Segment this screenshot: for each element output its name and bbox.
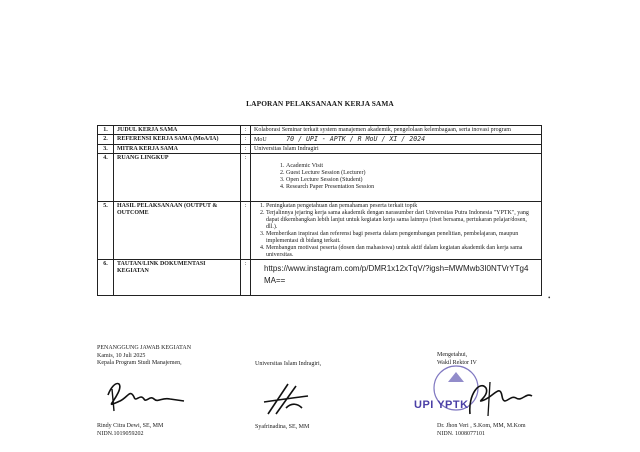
middle-name: Syafrinadina, SE, MM	[255, 424, 310, 430]
row-value: Kolaborasi Seminar terkait system manajemen akademik, pengelolaan kelembagaan, serta inovasi program	[251, 126, 542, 135]
table-row	[98, 135, 542, 145]
row-value: Universitas Islam Indragiri	[251, 145, 542, 154]
row-value	[251, 135, 542, 145]
list-item: 1. Peningkatan pengetahuan dan pemahaman peserta terkait topik	[266, 203, 538, 210]
row-colon: :	[241, 260, 251, 296]
table-row	[98, 154, 542, 202]
reference-prefix: MoU	[254, 136, 267, 143]
table-row	[98, 145, 542, 154]
row-label: MITRA KERJA SAMA	[114, 145, 241, 154]
table-row	[98, 202, 542, 260]
scope-list	[274, 163, 538, 191]
left-name: Rindy Citra Dewi, SE, MM	[97, 423, 164, 429]
row-colon: :	[241, 145, 251, 154]
left-signature	[100, 375, 190, 415]
right-role: Wakil Rektor IV	[437, 359, 477, 366]
outcome-list	[254, 203, 538, 259]
left-signatory	[97, 423, 163, 438]
list-item: 2. Terjalinnya jejaring kerja sama akademik dengan narasumber dari Universitas Putra Indonesia "YPTK", yang dapat dikembangkan lebih lanjut untuk kegiatan kerja sama lainnya (riset bersama, pertukaran pelajar/dosen, dll.).	[266, 210, 538, 231]
acknowledged-label: Mengetahui,	[437, 352, 468, 358]
row-number: 1.	[98, 126, 114, 135]
row-number: 5.	[98, 202, 114, 260]
row-label: HASIL PELAKSANAAN (OUTPUT & OUTCOME	[114, 202, 241, 260]
list-item: 1. Academic Visit	[286, 163, 538, 170]
list-item: 2. Guest Lecture Session (Lecturer)	[286, 170, 538, 177]
sign-date: Kamis, 10 Juli 2025	[97, 352, 146, 359]
documentation-link[interactable]: https://www.instagram.com/p/DMR1x12xTqV/?igsh=MWMwb3I0NTVrYTg4MA==	[264, 263, 529, 285]
left-signature-header	[97, 345, 191, 368]
stray-dot: •	[548, 294, 551, 302]
row-colon: :	[241, 202, 251, 260]
middle-signature	[258, 378, 318, 420]
table-row	[98, 260, 542, 296]
report-table	[97, 125, 542, 296]
row-colon: :	[241, 154, 251, 202]
row-label: JUDUL KERJA SAMA	[114, 126, 241, 135]
page-title: LAPORAN PELAKSANAAN KERJA SAMA	[246, 99, 394, 108]
table-row	[98, 126, 542, 135]
row-label: TAUTAN/LINK DOKUMENTASI KEGIATAN	[114, 260, 241, 296]
row-colon: :	[241, 126, 251, 135]
row-label: RUANG LINGKUP	[114, 154, 241, 202]
row-value	[251, 260, 542, 296]
row-label: REFERENSI KERJA SAMA (MoA/IA)	[114, 135, 241, 145]
right-id: NIDN. 1008077101	[437, 430, 485, 437]
row-number: 3.	[98, 145, 114, 154]
list-item: 4. Research Paper Presentation Session	[286, 184, 538, 191]
list-item: 3. Memberikan inspirasi dan referensi bagi peserta dalam pengembangan penelitian, pembelajaran, maupun implementasi di bidang terkait.	[266, 231, 538, 245]
handwritten-reference: 70 / UPI - APTK / R MoU / XI / 2024	[286, 134, 426, 143]
list-item: 4. Membangun motivasi peserta (dosen dan mahasiswa) untuk aktif dalam kegiatan akademik dan kerja sama universitas.	[266, 245, 538, 259]
row-number: 4.	[98, 154, 114, 202]
responsible-heading: PENANGGUNG JAWAB KEGIATAN	[97, 345, 192, 351]
right-signatory	[437, 423, 526, 438]
right-signature	[460, 374, 540, 422]
right-name: Dr. Jhon Veri , S.Kom, MM, M.Kom	[437, 423, 526, 429]
middle-role: Universitas Islam Indragiri,	[255, 361, 322, 367]
stamp-text: UPI YPTK	[414, 399, 469, 411]
row-number: 2.	[98, 135, 114, 145]
row-number: 6.	[98, 260, 114, 296]
left-role: Kepala Program Studi Manajemen,	[97, 360, 182, 366]
list-item: 3. Open Lecture Session (Student)	[286, 177, 538, 184]
row-value	[251, 202, 542, 260]
row-colon: :	[241, 135, 251, 145]
left-id: NIDN.1019059202	[97, 430, 144, 437]
row-value	[251, 154, 542, 202]
